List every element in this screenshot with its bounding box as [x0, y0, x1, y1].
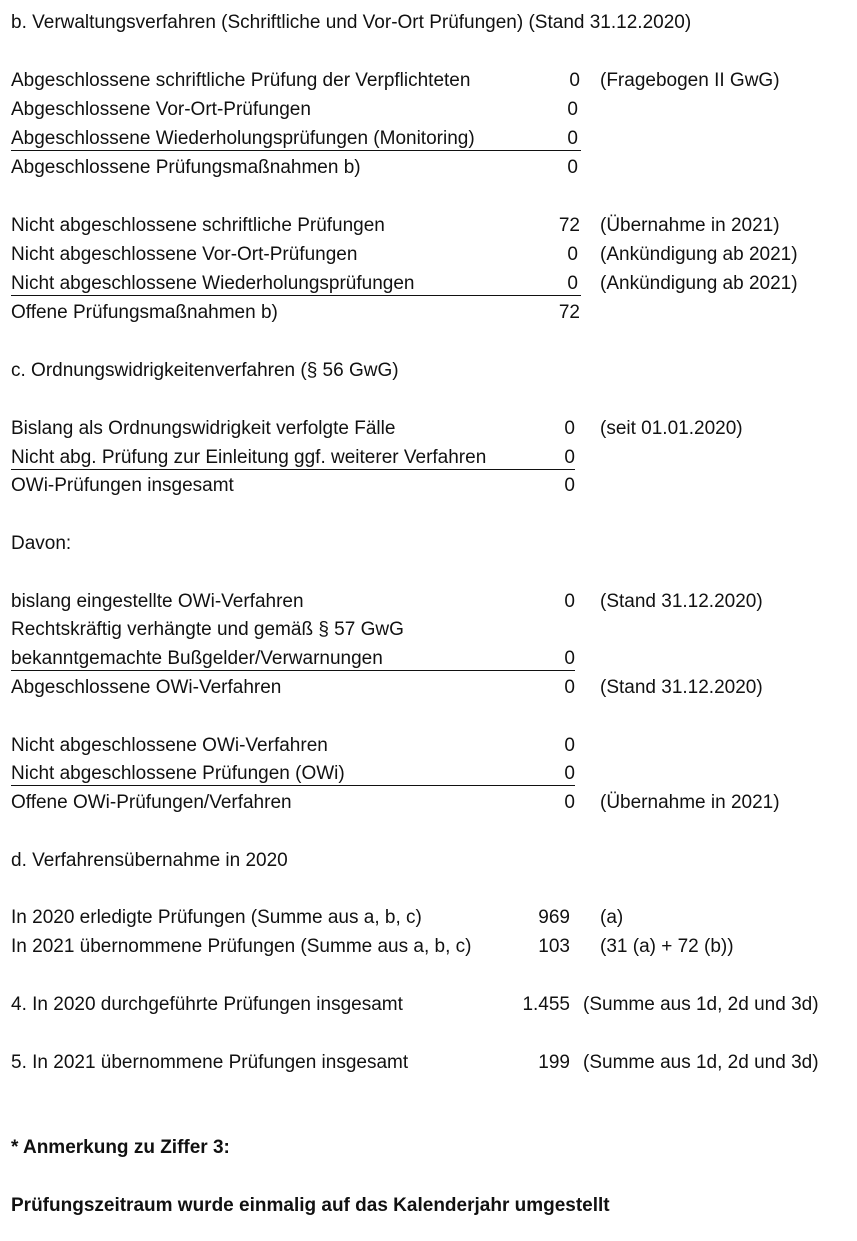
row-b-label: Abgeschlossene Prüfungsmaßnahmen b): [11, 157, 361, 178]
row-c-sub-label: bekanntgemachte Bußgelder/Verwarnungen: [11, 648, 383, 669]
row-d-note: (a): [600, 907, 624, 928]
row-b-label: Abgeschlossene Wiederholungsprüfungen (Monitoring): [11, 128, 475, 149]
row-b-label: Nicht abgeschlossene schriftliche Prüfungen: [11, 215, 385, 236]
total-value: 1.455: [522, 994, 570, 1015]
row-b-value: 0: [569, 70, 580, 91]
underline-divider: [11, 295, 581, 296]
row-b-label: Abgeschlossene schriftliche Prüfung der Verpflichteten: [11, 70, 471, 91]
row-b-value: 0: [567, 244, 578, 265]
row-d-label: In 2020 erledigte Prüfungen (Summe aus a, b, c): [11, 907, 422, 928]
row-c-sub-label: Offene OWi-Prüfungen/Verfahren: [11, 792, 292, 813]
row-b-note: (Fragebogen II GwG): [600, 70, 780, 91]
remark-text: Prüfungszeitraum wurde einmalig auf das Kalenderjahr umgestellt: [11, 1195, 610, 1216]
underline-divider: [11, 670, 575, 671]
row-b-label: Nicht abgeschlossene Vor-Ort-Prüfungen: [11, 244, 358, 265]
row-b-note: (Ankündigung ab 2021): [600, 273, 798, 294]
row-d-label: In 2021 übernommene Prüfungen (Summe aus a, b, c): [11, 936, 472, 957]
section-b-heading: b. Verwaltungsverfahren (Schriftliche und Vor-Ort Prüfungen) (Stand 31.12.2020): [11, 12, 692, 33]
section-d-heading: d. Verfahrensübernahme in 2020: [11, 850, 288, 871]
row-d-value: 969: [538, 907, 570, 928]
row-c-sub-value: 0: [564, 792, 575, 813]
row-b-value: 72: [558, 302, 580, 323]
row-c-value: 0: [564, 418, 575, 439]
row-b-value: 0: [567, 128, 578, 149]
section-c-heading: c. Ordnungswidrigkeitenverfahren (§ 56 GwG): [11, 360, 399, 381]
row-c-label: OWi-Prüfungen insgesamt: [11, 475, 234, 496]
row-c-sub-note: (Stand 31.12.2020): [600, 591, 763, 612]
row-c-sub-value: 0: [564, 735, 575, 756]
total-note: (Summe aus 1d, 2d und 3d): [583, 1052, 819, 1073]
row-d-note: (31 (a) + 72 (b)): [600, 936, 734, 957]
row-b-value: 0: [567, 273, 578, 294]
row-c-sub-label: Nicht abgeschlossene Prüfungen (OWi): [11, 763, 345, 784]
row-c-sub-value: 0: [564, 591, 575, 612]
row-c-sub-value: 0: [564, 648, 575, 669]
row-c-sub-note: (Übernahme in 2021): [600, 792, 780, 813]
row-b-label: Offene Prüfungsmaßnahmen b): [11, 302, 278, 323]
row-c-sub-value: 0: [564, 763, 575, 784]
underline-divider: [11, 469, 575, 470]
total-label: 5. In 2021 übernommene Prüfungen insgesamt: [11, 1052, 409, 1073]
row-c-value: 0: [564, 447, 575, 468]
total-label: 4. In 2020 durchgeführte Prüfungen insgesamt: [11, 994, 403, 1015]
row-c-sub-note: (Stand 31.12.2020): [600, 677, 763, 698]
total-note: (Summe aus 1d, 2d und 3d): [583, 994, 819, 1015]
row-c-sub-label: bislang eingestellte OWi-Verfahren: [11, 591, 304, 612]
row-c-sub-label: Rechtskräftig verhängte und gemäß § 57 GwG: [11, 619, 404, 640]
remark-title: * Anmerkung zu Ziffer 3:: [11, 1137, 230, 1158]
total-value: 199: [538, 1052, 570, 1073]
row-b-label: Nicht abgeschlossene Wiederholungsprüfungen: [11, 273, 415, 294]
row-c-label: Nicht abg. Prüfung zur Einleitung ggf. weiterer Verfahren: [11, 447, 487, 468]
row-c-label: Bislang als Ordnungswidrigkeit verfolgte Fälle: [11, 418, 396, 439]
row-c-sub-label: Abgeschlossene OWi-Verfahren: [11, 677, 282, 698]
row-b-note: (Ankündigung ab 2021): [600, 244, 798, 265]
row-b-note: (Übernahme in 2021): [600, 215, 780, 236]
underline-divider: [11, 785, 575, 786]
row-c-note: (seit 01.01.2020): [600, 418, 743, 439]
row-b-value: 0: [567, 157, 578, 178]
row-b-value: 72: [558, 215, 580, 236]
row-b-value: 0: [567, 99, 578, 120]
row-c-sub-label: Nicht abgeschlossene OWi-Verfahren: [11, 735, 328, 756]
row-c-value: 0: [564, 475, 575, 496]
row-c-sub-value: 0: [564, 677, 575, 698]
underline-divider: [11, 150, 581, 151]
row-b-label: Abgeschlossene Vor-Ort-Prüfungen: [11, 99, 311, 120]
row-d-value: 103: [538, 936, 570, 957]
davon-label: Davon:: [11, 533, 72, 554]
